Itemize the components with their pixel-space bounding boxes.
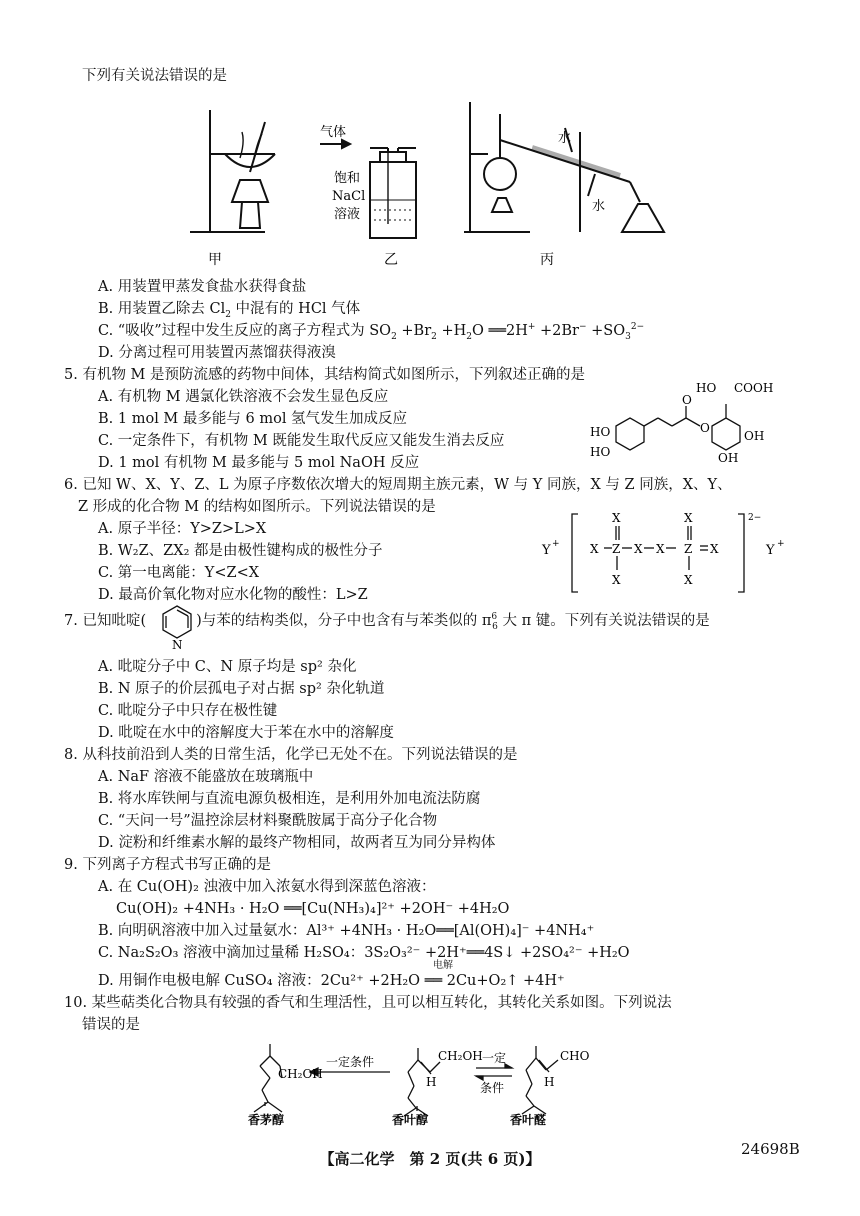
m-x4: X [656, 542, 665, 556]
q5-option-b: B. 1 mol M 最多能与 6 mol 氢气发生加成反应 [98, 411, 408, 427]
q6-option-c: C. 第一电离能：Y<Z<X [98, 565, 260, 581]
pyridine-icon [157, 600, 197, 650]
q7-option-c: C. 吡啶分子中只存在极性键 [98, 703, 278, 719]
q10-reaction-scheme [240, 1038, 620, 1128]
q5-option-c: C. 一定条件下，有机物 M 既能发生取代反应又能发生消去反应 [98, 433, 505, 449]
q5-structure-m [588, 376, 798, 466]
struct-oh1: OH [744, 429, 765, 443]
q10-stem-2: 错误的是 [82, 1017, 140, 1033]
q4-apparatus-figure [170, 92, 690, 272]
m-z1: Z [612, 542, 621, 556]
q4-c-eq5: +SO [586, 323, 626, 339]
q4-c-eq3: O ══2H [472, 323, 528, 339]
q10-ch2oh-2: CH₂OH [438, 1049, 483, 1063]
q8-option-d: D. 淀粉和纤维素水解的最终产物相同，故两者互为同分异构体 [98, 835, 496, 851]
q9-option-d: D. 用铜作电极电解 CuSO₄ 溶液：2Cu²⁺ +2H₂O ══ 2Cu+O₂↑ +4H⁺ [98, 973, 565, 989]
q10-cond-2b: 条件 [480, 1081, 505, 1095]
struct-ho2: HO [590, 425, 611, 439]
q9-option-a-1: A. 在 Cu(OH)₂ 浊液中加入浓氨水得到深蓝色溶液： [98, 879, 436, 895]
label-jia: 甲 [208, 252, 222, 268]
q4-option-b-post: 中混有的 HCl 气体 [230, 301, 361, 317]
q8-option-a: A. NaF 溶液不能盛放在玻璃瓶中 [98, 769, 314, 785]
q4-option-c: C. “吸收”过程中发生反应的离子方程式为 $SO_2 +Br_2 +H_2O$ ══2H+ $+2Br^- +SO_3^{2-}$ [98, 322, 645, 342]
q10-name-citronellol: 香茅醇 [248, 1113, 285, 1127]
q7-stem-b: )与苯的结构类似，分子中也含有与苯类似的 π [196, 613, 492, 629]
q7-pi-sup: 6 [491, 612, 498, 623]
q4-option-d: D. 分离过程可用装置丙蒸馏获得液溴 [98, 345, 336, 361]
m-y-right: Y [766, 543, 775, 558]
struct-o1: O [682, 393, 692, 407]
label-soln: 溶液 [334, 207, 361, 222]
q7-option-a: A. 吡啶分子中 C、N 原子均是 sp² 杂化 [98, 659, 357, 675]
q4-stem: 下列有关说法错误的是 [82, 68, 227, 84]
label-water2: 水 [592, 199, 606, 214]
q10-cond-2a: 一定 [482, 1051, 507, 1065]
q6-option-b: B. W₂Z、ZX₂ 都是由极性键构成的极性分子 [98, 543, 383, 559]
q5-option-d: D. 1 mol 有机物 M 最多能与 5 mol NaOH 反应 [98, 455, 420, 471]
q10-ch2oh-1: CH₂OH [278, 1067, 323, 1081]
q7-option-b: B. N 原子的价层孤电子对占据 sp² 杂化轨道 [98, 681, 385, 697]
label-bing: 丙 [540, 252, 554, 268]
m-x7: X [710, 542, 719, 556]
q10-stem-1: 10. 某些萜类化合物具有较强的香气和生理活性，且可以相互转化，其转化关系如图。下列说法 [64, 995, 672, 1011]
struct-o2: O [700, 421, 710, 435]
q9-option-b: B. 向明矾溶液中加入过量氨水：Al³⁺ +4NH₃ · H₂O══[Al(OH)₄]⁻ +4NH₄⁺ [98, 923, 595, 939]
page-footer: 【高二化学 第 2 页(共 6 页)】 [319, 1150, 541, 1168]
q9-option-c: C. Na₂S₂O₃ 溶液中滴加过量稀 H₂SO₄：3S₂O₃²⁻ +2H⁺══4S↓ +2SO₄²⁻ +H₂O [98, 945, 630, 961]
q7-pi-sub: 6 [492, 621, 498, 632]
m-y-left-plus: + [552, 539, 560, 549]
q6-stem-1: 6. 已知 W、X、Y、Z、L 为原子序数依次增大的短周期主族元素，W 与 Y 同族，X 与 Z 同族，X、Y、 [64, 477, 732, 493]
q7-option-d: D. 吡啶在水中的溶解度大于苯在水中的溶解度 [98, 725, 394, 741]
q4-option-a: A. 用装置甲蒸发食盐水获得食盐 [98, 279, 307, 295]
q4-c-eq2: +H [436, 323, 467, 339]
label-sat: 饱和 [334, 171, 361, 186]
q9-stem: 9. 下列离子方程式书写正确的是 [64, 857, 271, 873]
struct-ho3: HO [590, 445, 611, 459]
q8-option-c: C. “天问一号”温控涂层材料聚酰胺属于高分子化合物 [98, 813, 438, 829]
m-x5: X [612, 573, 621, 587]
q4-c-eq: +Br [396, 323, 432, 339]
m-x6: X [684, 511, 693, 525]
q7-stem-c: 大 π 键。下列有关说法错误的是 [497, 613, 710, 629]
q10-name-geraniol: 香叶醇 [392, 1113, 429, 1127]
paper-code: 24698B [741, 1140, 800, 1158]
m-x1: X [612, 511, 621, 525]
q4-option-b-pre: B. 用装置乙除去 Cl [98, 301, 226, 317]
q5-stem: 5. 有机物 M 是预防流感的药物中间体，其结构简式如图所示，下列叙述正确的是 [64, 367, 586, 383]
q4-c-eq4: +2Br [535, 323, 579, 339]
label-water1: 水 [558, 131, 572, 146]
struct-ho1: HO [696, 381, 717, 395]
struct-oh2: OH [718, 451, 739, 465]
m-y-right-plus: + [777, 539, 785, 549]
q10-cond-1: 一定条件 [326, 1055, 375, 1069]
q9-d-condition: 电解 [433, 960, 453, 971]
label-nacl: NaCl [332, 189, 366, 204]
q6-option-d: D. 最高价氧化物对应水化物的酸性：L>Z [98, 587, 368, 603]
label-yi: 乙 [384, 252, 398, 268]
q5-option-a: A. 有机物 M 遇氯化铁溶液不会发生显色反应 [98, 389, 389, 405]
q8-option-b: B. 将水库铁闸与直流电源负极相连，是利用外加电流法防腐 [98, 791, 481, 807]
struct-cooh: COOH [734, 381, 774, 395]
q10-name-geranial: 香叶醛 [510, 1113, 547, 1127]
pyridine-n: N [172, 638, 183, 650]
apparatus-bing [464, 102, 664, 232]
q6-structure-m [540, 508, 790, 598]
q6-stem-2: Z 形成的化合物 M 的结构如图所示。下列说法错误的是 [78, 499, 436, 515]
apparatus-jia [190, 110, 275, 232]
q6-option-a: A. 原子半径：Y>Z>L>X [98, 521, 267, 537]
q8-stem: 8. 从科技前沿到人类的日常生活，化学已无处不在。下列说法错误的是 [64, 747, 518, 763]
q10-cho: CHO [560, 1049, 590, 1063]
label-gas: 气体 [320, 125, 347, 140]
m-x3: X [634, 542, 643, 556]
q7-stem-a: 7. 已知吡啶( [64, 613, 147, 629]
q10-h-2: H [544, 1075, 555, 1089]
q10-h-1: H [426, 1075, 437, 1089]
m-x8: X [684, 573, 693, 587]
q9-option-a-2: Cu(OH)₂ +4NH₃ · H₂O ══[Cu(NH₃)₄]²⁺ +2OH⁻ +4H₂O [116, 901, 510, 917]
m-z2: Z [684, 542, 693, 556]
m-charge: 2− [748, 513, 762, 523]
m-y-left: Y [542, 543, 551, 558]
q4-c-pre: C. “吸收”过程中发生反应的离子方程式为 SO [98, 323, 392, 339]
m-x2: X [590, 542, 599, 556]
q4-option-b: B. 用装置乙除去 $Cl_2$ 中混有的 HCl 气体 [98, 301, 361, 320]
